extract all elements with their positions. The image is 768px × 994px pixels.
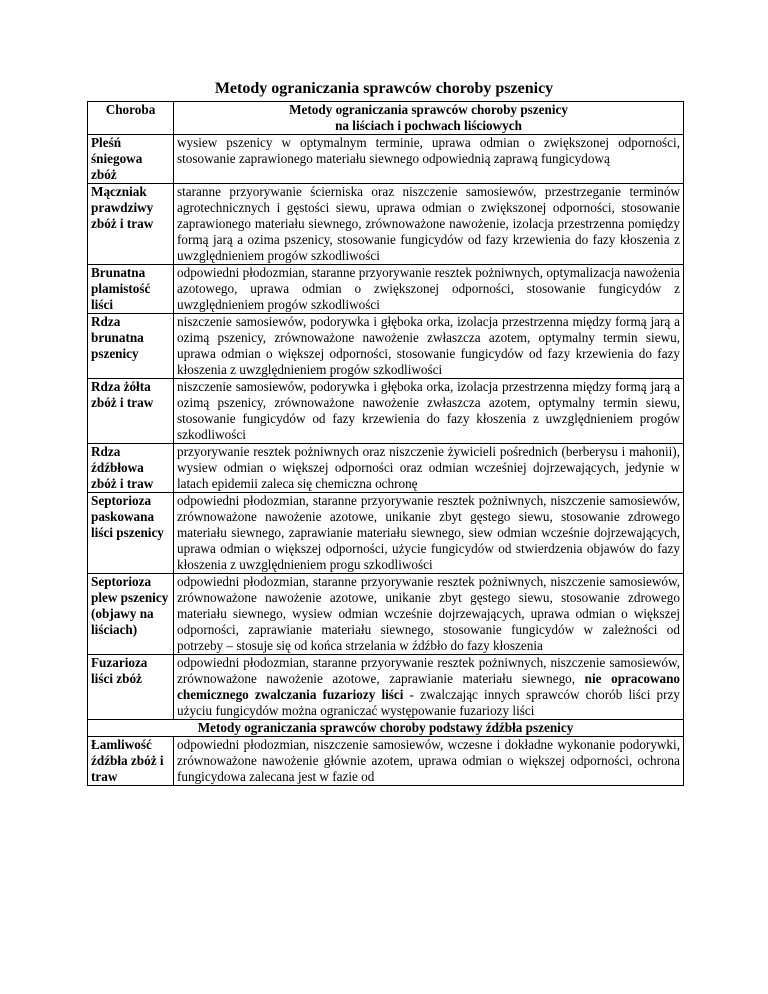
disease-name: Septorioza paskowana liści pszenicy [88,493,174,574]
methods-text: odpowiedni płodozmian, staranne przyorywanie resztek pożniwnych, niszczenie samosiewów, zrównoważone nawożenie azotowe, zaprawianie materiału siewnego, [177,655,680,686]
disease-name: Łamliwość źdźbła zbóż i traw [88,737,174,786]
methods-text: wysiew pszenicy w optymalnym terminie, uprawa odmian o zwiększonej odporności, stosowanie zaprawionego materiału siewnego odpowiednią zaprawą fungicydową [177,135,680,166]
table-row [88,655,684,720]
document-title: Metody ograniczania sprawców choroby pszenicy [214,80,554,97]
disease-name: Septorioza plew pszenicy (objawy na liściach) [88,574,174,655]
table-row [88,379,684,444]
disease-name: Pleśń śniegowa zbóż [88,135,174,184]
methods-cell [174,493,684,574]
methods-text-continued: - zwalczając innych sprawców chorób liści przy użyciu fungicydów można ograniczać występowanie fuzariozy liści [177,687,680,718]
methods-text: staranne przyorywanie ścierniska oraz niszczenie samosiewów, przestrzeganie terminów agrotechnicznych i gęstości siewu, uprawa odmian o zwiększonej odporności, stosowanie zaprawionego materiału siewnego, zrównoważone nawożenie, izolacja przestrzenna pomiędzy formą jarą a ozima pszenicy, stosowanie fungicydów od fazy krzewienia do fazy kłoszenia z uwzględnieniem progów szkodliwości [177,184,680,263]
table-row [88,314,684,379]
table-header-row [88,102,684,135]
methods-cell [174,265,684,314]
stem-diseases-section [88,737,684,786]
methods-text: niszczenie samosiewów, podorywka i głęboka orka, izolacja przestrzenna między formą jarą a ozimą pszenicy, zrównoważone nawożenie zwłaszcza azotem, optymalny termin siewu, uprawa odmian o większej odporności, stosowanie fungicydów od fazy krzewienia do fazy kłoszenia z uwzględnieniem progów szkodliwości [177,314,680,377]
methods-cell [174,737,684,786]
leaf-diseases-section [88,135,684,720]
table-row [88,574,684,655]
methods-text: odpowiedni płodozmian, staranne przyorywanie resztek pożniwnych, optymalizacja nawożenia azotowego, uprawa odmian o zwiększonej odporności, stosowanie fungicydów z uwzględnieniem progów szkodliwości [177,265,680,312]
section-row [88,720,684,737]
header-methods-line2: na liściach i pochwach liściowych [335,118,522,133]
methods-cell [174,444,684,493]
table-row [88,184,684,265]
methods-cell [174,135,684,184]
header-methods [174,102,684,135]
methods-cell [174,574,684,655]
section-title: Metody ograniczania sprawców choroby podstawy źdźbła pszenicy [88,720,684,737]
disease-name: Brunatna plamistość liści [88,265,174,314]
table-row [88,265,684,314]
methods-text: niszczenie samosiewów, podorywka i głęboka orka, izolacja przestrzenna między formą jarą a ozimą pszenicy, zrównoważone nawożenie zwłaszcza azotem, optymalny termin siewu, stosowanie fungicydów od fazy krzewienia do fazy kłoszenia z uwzględnieniem progów szkodliwości [177,379,680,442]
methods-text-emphasis: nie opracowano chemicznego zwalczania fuzariozy liści [177,671,680,702]
disease-name: Rdza brunatna pszenicy [88,314,174,379]
disease-methods-table [87,101,684,786]
methods-text: odpowiedni płodozmian, staranne przyorywanie resztek pożniwnych, niszczenie samosiewów, zrównoważone nawożenie azotowe, unikanie zbyt gęstego siewu, stosowanie zdrowego materiału siewnego, zaprawianie materiału siewnego, siew odmian wcześnie dojrzewających, uprawa odmian o większej odporności, użycie fungicydów od stwierdzenia objawów do fazy kłoszenia z uwzględnieniem progu szkodliwości [177,493,680,572]
header-disease: Choroba [88,102,174,135]
methods-text: odpowiedni płodozmian, staranne przyorywanie resztek pożniwnych, niszczenie samosiewów, zrównoważone nawożenie azotowe, unikanie zbyt gęstego siewu, stosowanie zdrowego materiału siewnego, wysiew odmian wcześnie dojrzewających, uprawa odmian o większej odporności, zaprawianie materiału siewnego, stosowanie fungicydów w zależności od potrzeby – stosuje się od końca strzelania w źdźbło do fazy kłoszenia [177,574,680,653]
methods-cell [174,379,684,444]
table-row [88,444,684,493]
table-row [88,737,684,786]
disease-name: Mączniak prawdziwy zbóż i traw [88,184,174,265]
methods-text: odpowiedni płodozmian, niszczenie samosiewów, wczesne i dokładne wykonanie podorywki, zrównoważone nawożenie głównie azotem, uprawa odmian o większej odporności, ochrona fungicydowa zalecana jest w fazie od [177,737,680,784]
disease-name: Rdza źdźbłowa zbóż i traw [88,444,174,493]
methods-cell [174,184,684,265]
methods-text: przyorywanie resztek pożniwnych oraz niszczenie żywicieli pośrednich (berberysu i mahonii), wysiew odmian o większej odporności oraz odmian wcześniej dojrzewających, jedynie w latach epidemii zaleca się chemiczna ochronę [177,444,680,491]
disease-name: Fuzarioza liści zbóż [88,655,174,720]
header-methods-line1: Metody ograniczania sprawców choroby pszenicy [289,102,568,117]
table-row [88,493,684,574]
methods-cell [174,314,684,379]
table-row [88,135,684,184]
methods-cell [174,655,684,720]
disease-name: Rdza żółta zbóż i traw [88,379,174,444]
